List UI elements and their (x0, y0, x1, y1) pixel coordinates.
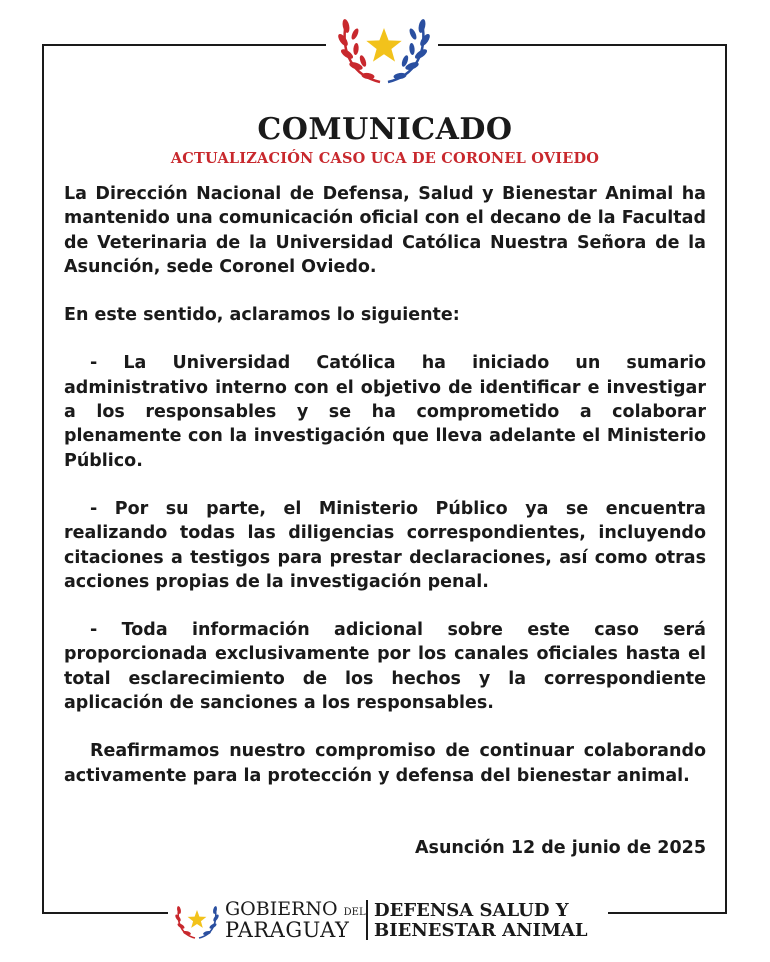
frame-top-right (438, 44, 727, 46)
dept-name-line2: BIENESTAR ANIMAL (374, 920, 588, 941)
frame-left (42, 44, 44, 914)
star-icon (366, 28, 401, 62)
communique-body (64, 182, 706, 860)
paraguay-emblem-icon (336, 4, 432, 86)
footer-divider (366, 900, 368, 940)
frame-right (725, 44, 727, 914)
page-title: COMUNICADO (257, 112, 513, 147)
frame-top-left (42, 44, 326, 46)
paraguay-emblem-icon (174, 898, 220, 940)
closing-paragraph: Reafirmamos nuestro compromiso de continuar colaborando activamente para la protección y defensa del bienestar animal. (64, 741, 706, 786)
date-line: Asunción 12 de junio de 2025 (415, 837, 706, 858)
page-subtitle: ACTUALIZACIÓN CASO UCA DE CORONEL OVIEDO (170, 150, 600, 167)
gov-name-line1 (225, 898, 366, 920)
intro-paragraph: La Dirección Nacional de Defensa, Salud y Bienestar Animal ha mantenido una comunicación oficial con el decano de la Facultad de Veterinaria de la Universidad Católica Nuestra Señora de la Asunción, sede Coronel Oviedo. (64, 184, 706, 277)
clarification-paragraph: En este sentido, aclaramos lo siguiente: (64, 305, 460, 326)
gov-word: GOBIERNO (225, 898, 338, 920)
gov-del: DEL (343, 907, 366, 918)
laurel-blue-right-icon (388, 18, 432, 82)
bullet-item: - Toda información adicional sobre este caso será proporcionada exclusivamente por los canales oficiales hasta el total esclarecimiento de los hechos y la correspondiente aplicación de sanciones a los responsables. (64, 620, 706, 714)
footer-logo (0, 892, 770, 948)
gov-name-line2: PARAGUAY (225, 918, 350, 942)
bullet-item: - Por su parte, el Ministerio Público ya se encuentra realizando todas las diligencias correspondientes, incluyendo citaciones a testigos para prestar declaraciones, así como otras acciones propias de la investigación penal. (64, 498, 706, 592)
laurel-red-left-icon (336, 18, 380, 82)
bullet-item: - La Universidad Católica ha iniciado un sumario administrativo interno con el objetivo de identificar e investigar a los responsables y se ha comprometido a colaborar plenamente con la investigación que lleva adelante el Ministerio Público. (64, 353, 706, 471)
dept-name-line1: DEFENSA SALUD Y (374, 900, 569, 921)
